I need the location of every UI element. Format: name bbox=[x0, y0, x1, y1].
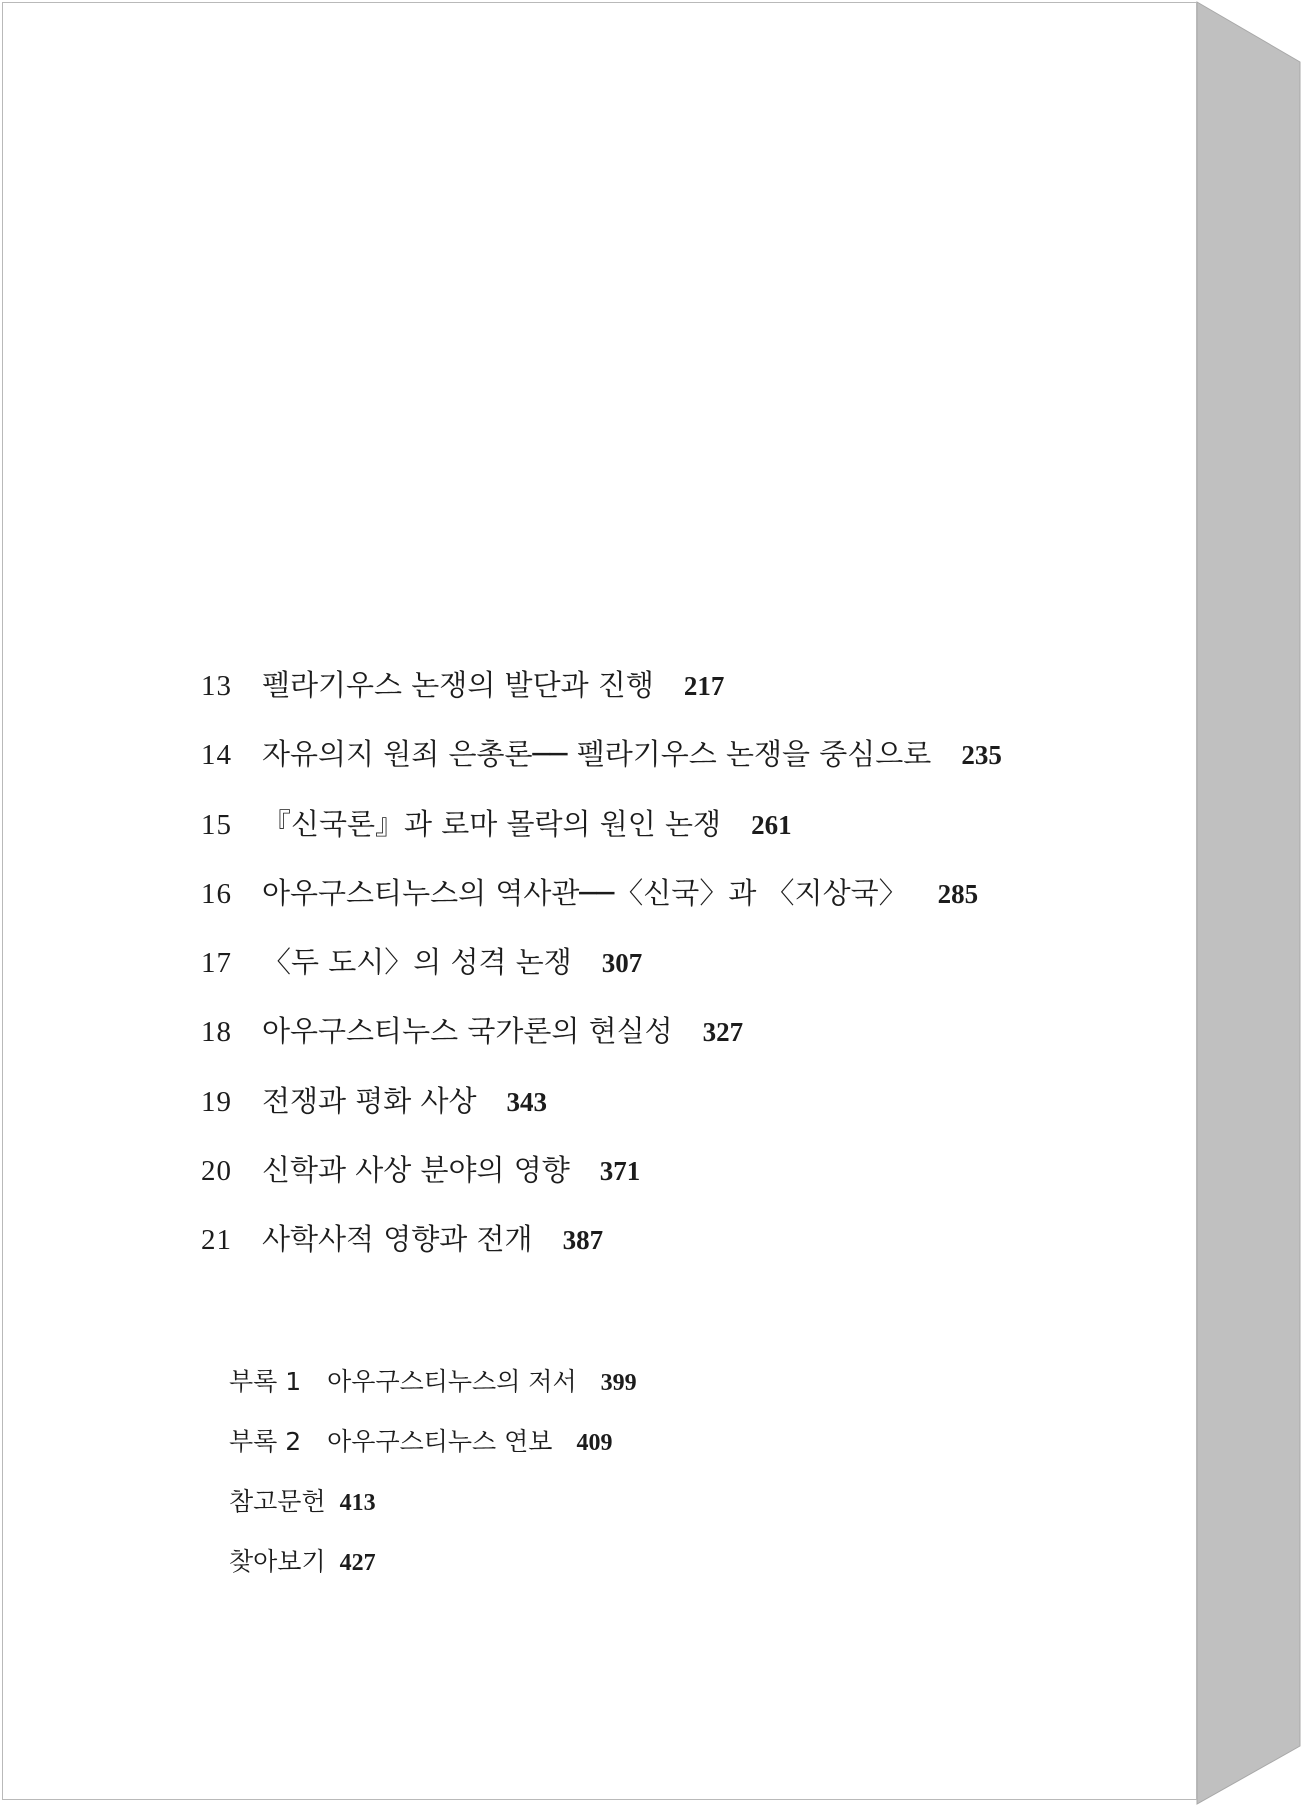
page-number: 235 bbox=[961, 740, 1002, 771]
chapter-number: 15 bbox=[201, 808, 232, 841]
toc-entry bbox=[201, 663, 1101, 732]
page-number: 217 bbox=[683, 671, 725, 701]
chapter-title: 아우구스티누스의 역사관──〈신국〉과 〈지상국〉 bbox=[262, 875, 908, 910]
chapter-title: 자유의지 원죄 은총론── 펠라기우스 논쟁을 중심으로 bbox=[262, 737, 932, 772]
chapter-number: 14 bbox=[201, 739, 232, 772]
appendix-entry bbox=[229, 1480, 637, 1540]
page-number: 427 bbox=[339, 1550, 376, 1576]
toc-entry bbox=[201, 1148, 1101, 1217]
page-number: 307 bbox=[601, 948, 643, 979]
chapter-number: 21 bbox=[201, 1224, 232, 1257]
page-number: 409 bbox=[576, 1430, 613, 1456]
toc-entry bbox=[201, 940, 1101, 1009]
book-page bbox=[2, 2, 1197, 1800]
chapter-title: 『신국론』과 로마 몰락의 원인 논쟁 bbox=[262, 806, 722, 841]
appendix-entry bbox=[229, 1540, 637, 1600]
toc-entry bbox=[201, 1079, 1101, 1148]
page-number: 327 bbox=[702, 1017, 744, 1048]
appendix-entry bbox=[229, 1360, 637, 1420]
appendix-label: 참고문헌 bbox=[229, 1487, 326, 1516]
appendix-label: 부록 1 bbox=[229, 1367, 302, 1396]
toc-entry bbox=[201, 802, 1101, 871]
chapter-title: 〈두 도시〉의 성격 논쟁 bbox=[262, 945, 572, 980]
appendix-label: 부록 2 bbox=[229, 1427, 302, 1456]
chapter-number: 16 bbox=[201, 877, 232, 910]
appendix-title: 아우구스티누스의 저서 bbox=[327, 1367, 577, 1396]
chapter-title: 펠라기우스 논쟁의 발단과 진행 bbox=[262, 668, 654, 702]
page-number: 371 bbox=[599, 1156, 641, 1187]
chapter-number: 20 bbox=[201, 1155, 232, 1188]
chapter-title: 사학사적 영향과 전개 bbox=[262, 1222, 533, 1257]
toc-entry bbox=[201, 1009, 1101, 1078]
appendix-list bbox=[229, 1360, 637, 1600]
chapter-number: 13 bbox=[201, 670, 232, 702]
page-number: 285 bbox=[937, 878, 979, 909]
page-number: 413 bbox=[339, 1490, 376, 1516]
chapter-title: 아우구스티누스 국가론의 현실성 bbox=[262, 1014, 673, 1049]
appendix-entry bbox=[229, 1420, 637, 1480]
chapter-number: 17 bbox=[201, 947, 232, 980]
chapter-number: 19 bbox=[201, 1085, 232, 1118]
chapter-number: 18 bbox=[201, 1016, 232, 1049]
table-of-contents bbox=[201, 663, 1101, 1287]
toc-entry bbox=[201, 732, 1101, 801]
appendix-title: 아우구스티누스 연보 bbox=[327, 1427, 553, 1456]
appendix-label: 찾아보기 bbox=[229, 1547, 326, 1576]
toc-entry bbox=[201, 871, 1101, 940]
page-number: 399 bbox=[600, 1370, 637, 1396]
page-number: 387 bbox=[562, 1225, 604, 1256]
chapter-title: 신학과 사상 분야의 영향 bbox=[262, 1153, 570, 1188]
toc-entry bbox=[201, 1217, 1101, 1286]
chapter-title: 전쟁과 평화 사상 bbox=[262, 1083, 477, 1118]
page-number: 261 bbox=[751, 809, 792, 840]
page-number: 343 bbox=[506, 1086, 548, 1117]
